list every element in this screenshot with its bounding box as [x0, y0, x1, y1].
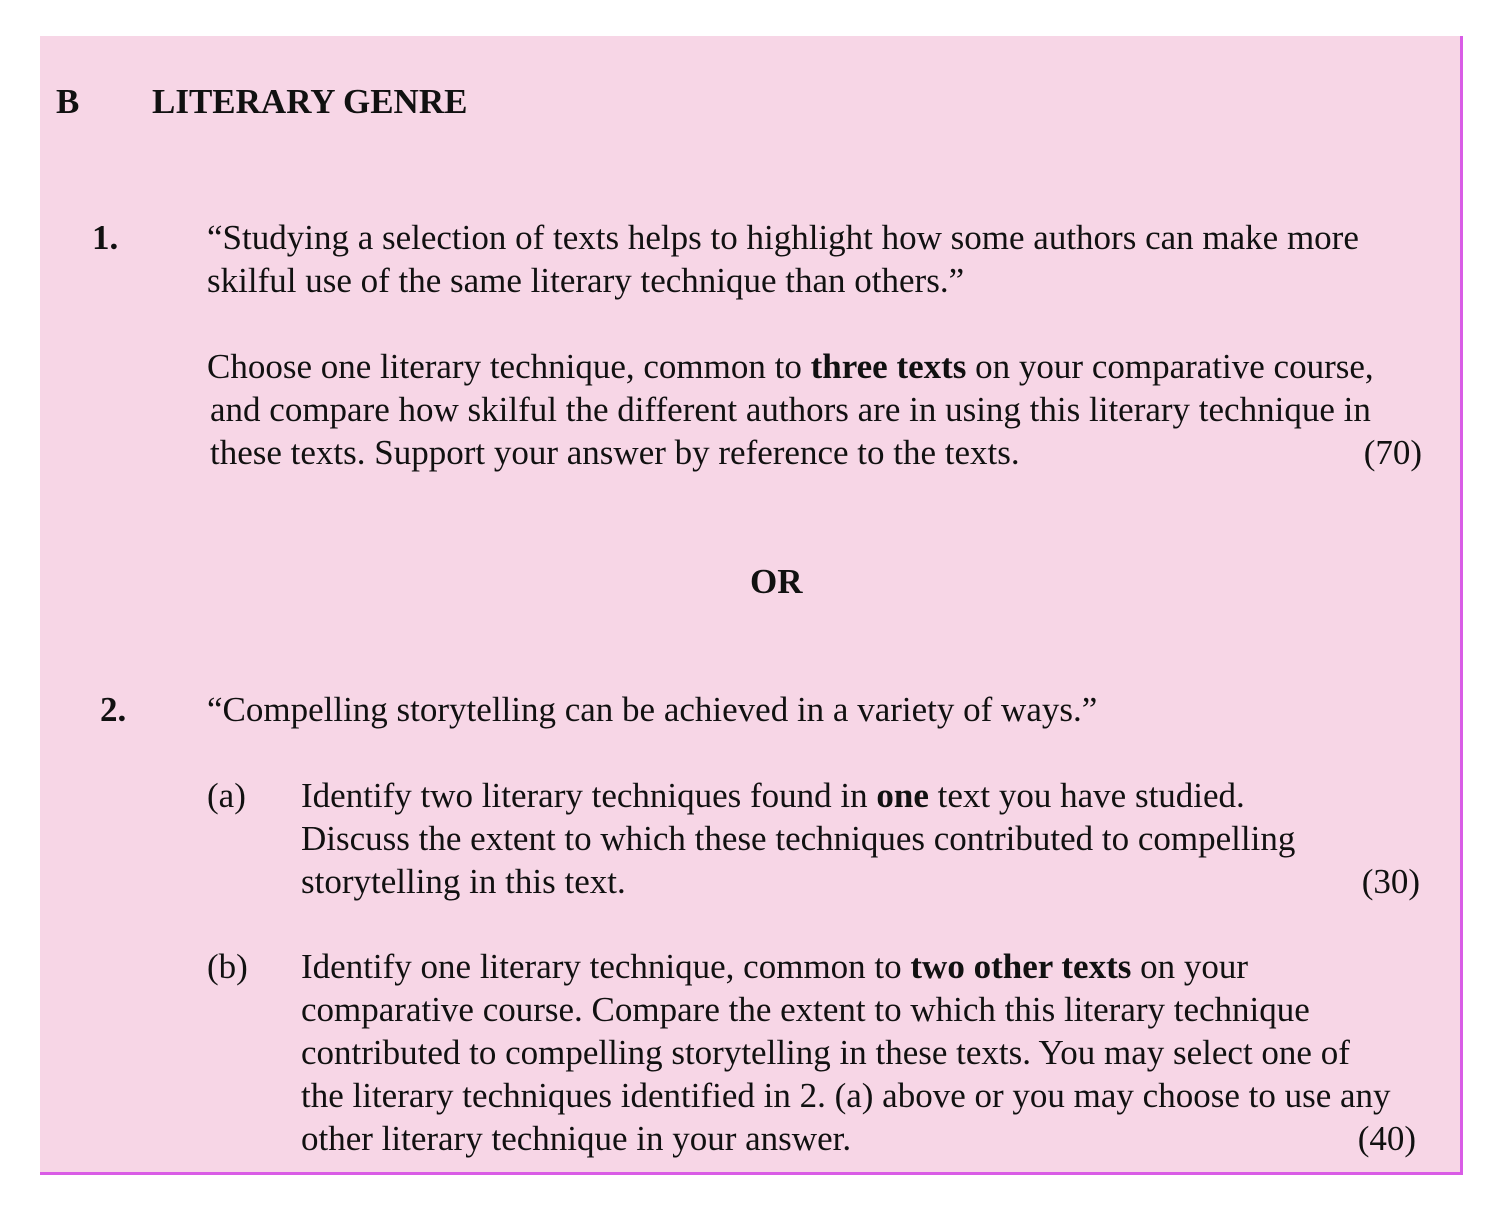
- task-text: Choose one literary technique, common to: [207, 347, 811, 386]
- question-1-quote-line-1: “Studying a selection of texts helps to highlight how some authors can make more: [207, 218, 1359, 257]
- part-a-line-1: [301, 774, 1245, 817]
- part-b-line-4: the literary techniques identified in 2. (a) above or you may choose to use any: [301, 1076, 1391, 1115]
- task-text: on your comparative course,: [966, 347, 1374, 386]
- part-b-line-5: other literary technique in your answer.: [301, 1119, 852, 1158]
- part-b-line-2: comparative course. Compare the extent to which this literary technique: [301, 990, 1310, 1029]
- question-2-quote: “Compelling storytelling can be achieved in a variety of ways.”: [207, 690, 1098, 729]
- part-b-text: on your: [1131, 947, 1249, 986]
- question-1-task-line-3: these texts. Support your answer by reference to the texts.: [210, 433, 1020, 472]
- part-a-line-2: Discuss the extent to which these techniques contributed to compelling: [301, 819, 1296, 858]
- section-title: LITERARY GENRE: [152, 82, 468, 121]
- question-2-number: 2.: [100, 690, 127, 729]
- part-a-text: Identify two literary techniques found in: [301, 776, 877, 815]
- emphasis-one: one: [876, 776, 929, 815]
- question-1-marks: (70): [1363, 433, 1422, 472]
- question-1-quote-line-2: skilful use of the same literary technique than others.”: [207, 261, 965, 300]
- part-a-label: (a): [207, 776, 246, 815]
- question-1-number: 1.: [92, 218, 119, 257]
- part-b-marks: (40): [1357, 1119, 1416, 1158]
- part-a-text: text you have studied.: [928, 776, 1245, 815]
- part-b-line-3: contributed to compelling storytelling in these texts. You may select one of: [301, 1033, 1350, 1072]
- part-a-line-3: storytelling in this text.: [301, 862, 626, 901]
- emphasis-three-texts: three texts: [810, 347, 967, 386]
- section-letter: B: [56, 82, 80, 121]
- question-1-task-line-2: and compare how skilful the different authors are in using this literary technique in: [210, 390, 1371, 429]
- part-b-line-1: [301, 945, 1248, 988]
- part-b-label: (b): [207, 947, 248, 986]
- part-b-text: Identify one literary technique, common to: [301, 947, 911, 986]
- part-a-marks: (30): [1361, 862, 1420, 901]
- or-separator: OR: [750, 562, 803, 601]
- question-1-task-line-1: [207, 345, 1374, 388]
- emphasis-two-other-texts: two other texts: [910, 947, 1132, 986]
